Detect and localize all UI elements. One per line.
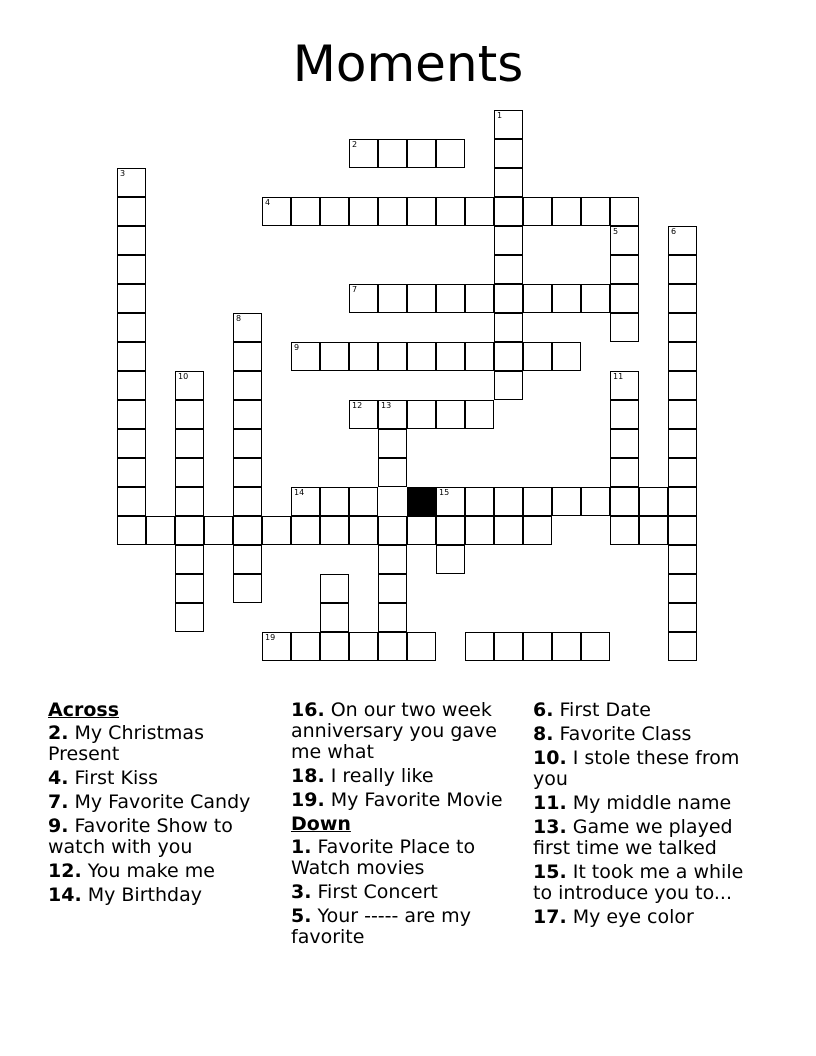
clue-down-17[interactable]: [533, 907, 765, 928]
grid-cell[interactable]: [320, 632, 349, 661]
clue-number: 11.: [533, 792, 567, 814]
clue-text: Your ----- are my favorite: [291, 905, 471, 948]
grid-cell[interactable]: [552, 284, 581, 313]
grid-cell[interactable]: [204, 516, 233, 545]
grid-cell[interactable]: [494, 342, 523, 371]
grid-cell[interactable]: [668, 255, 697, 284]
grid-cell[interactable]: [465, 516, 494, 545]
grid-cell[interactable]: [639, 516, 668, 545]
clue-text: My eye color: [572, 906, 694, 928]
grid-cell[interactable]: [378, 574, 407, 603]
clue-text: On our two week anniversary you gave me what: [291, 699, 497, 763]
grid-cell[interactable]: [581, 487, 610, 516]
grid-cell[interactable]: [668, 487, 697, 516]
cell-number: 3: [120, 169, 126, 178]
grid-cell[interactable]: [117, 400, 146, 429]
grid-cell[interactable]: [320, 574, 349, 603]
grid-cell[interactable]: [378, 516, 407, 545]
clue-number: 8.: [533, 723, 554, 745]
clue-across-9[interactable]: [48, 816, 280, 858]
grid-cell[interactable]: [407, 632, 436, 661]
grid-cell[interactable]: [262, 516, 291, 545]
black-square: [407, 487, 436, 516]
grid-cell[interactable]: [668, 371, 697, 400]
grid-cell[interactable]: [146, 516, 175, 545]
grid-cell[interactable]: [175, 371, 204, 400]
clue-text: My middle name: [572, 792, 732, 814]
grid-cell[interactable]: [494, 255, 523, 284]
grid-cell[interactable]: [117, 342, 146, 371]
grid-cell[interactable]: [436, 516, 465, 545]
grid-cell[interactable]: [523, 632, 552, 661]
grid-cell[interactable]: [175, 429, 204, 458]
across-heading: Across: [48, 699, 120, 721]
grid-cell[interactable]: [349, 284, 378, 313]
clue-text: My Christmas Present: [48, 722, 204, 765]
clue-down-11[interactable]: [533, 793, 765, 814]
grid-cell[interactable]: [349, 197, 378, 226]
grid-cell[interactable]: [465, 487, 494, 516]
clue-text: Game we played first time we talked: [533, 816, 733, 859]
clue-across-2[interactable]: [48, 723, 280, 765]
grid-cell[interactable]: [494, 139, 523, 168]
clue-down-3[interactable]: [291, 882, 523, 903]
grid-cell[interactable]: [668, 342, 697, 371]
grid-cell[interactable]: [668, 284, 697, 313]
grid-cell[interactable]: [117, 371, 146, 400]
grid-cell[interactable]: [175, 487, 204, 516]
grid-cell[interactable]: [233, 574, 262, 603]
grid-cell[interactable]: [378, 284, 407, 313]
clue-text: Favorite Place to Watch movies: [291, 836, 476, 879]
clue-across-4[interactable]: [48, 768, 280, 789]
clue-number: 18.: [291, 765, 325, 787]
cell-number: 4: [265, 198, 271, 207]
grid-cell[interactable]: [494, 197, 523, 226]
grid-cell[interactable]: [436, 342, 465, 371]
grid-cell[interactable]: [494, 313, 523, 342]
cell-number: 19: [265, 633, 276, 642]
grid-cell[interactable]: [117, 313, 146, 342]
grid-cell[interactable]: [117, 168, 146, 197]
clue-across-16[interactable]: [291, 700, 523, 763]
grid-cell[interactable]: [465, 400, 494, 429]
grid-cell[interactable]: [233, 429, 262, 458]
grid-cell[interactable]: [668, 603, 697, 632]
grid-cell[interactable]: [320, 487, 349, 516]
clue-text: You make me: [87, 860, 215, 882]
grid-cell[interactable]: [378, 603, 407, 632]
grid-cell[interactable]: [291, 516, 320, 545]
grid-cell[interactable]: [378, 139, 407, 168]
grid-cell[interactable]: [349, 632, 378, 661]
clue-text: My Favorite Candy: [74, 791, 251, 813]
clue-text: It took me a while to introduce you to...: [533, 861, 744, 904]
grid-cell[interactable]: [117, 429, 146, 458]
cell-number: 2: [352, 140, 358, 149]
grid-cell[interactable]: [407, 139, 436, 168]
grid-cell[interactable]: [668, 226, 697, 255]
clue-across-7[interactable]: [48, 792, 280, 813]
clue-text: My Birthday: [87, 884, 202, 906]
grid-cell[interactable]: [407, 284, 436, 313]
clue-number: 13.: [533, 816, 567, 838]
grid-cell[interactable]: [436, 197, 465, 226]
grid-cell[interactable]: [523, 342, 552, 371]
clue-text: My Favorite Movie: [330, 789, 503, 811]
clue-number: 17.: [533, 906, 567, 928]
grid-cell[interactable]: [175, 458, 204, 487]
grid-cell[interactable]: [494, 168, 523, 197]
grid-cell[interactable]: [668, 458, 697, 487]
clue-across-19[interactable]: [291, 790, 523, 811]
grid-cell[interactable]: [668, 632, 697, 661]
grid-cell[interactable]: [581, 632, 610, 661]
grid-cell[interactable]: [610, 516, 639, 545]
grid-cell[interactable]: [378, 429, 407, 458]
grid-cell[interactable]: [639, 487, 668, 516]
grid-cell[interactable]: [233, 342, 262, 371]
grid-cell[interactable]: [494, 371, 523, 400]
clue-down-15[interactable]: [533, 862, 765, 904]
grid-cell[interactable]: [407, 197, 436, 226]
clue-across-18[interactable]: [291, 766, 523, 787]
clue-text: First Kiss: [74, 767, 159, 789]
cell-number: 10: [178, 372, 189, 381]
grid-cell[interactable]: [233, 400, 262, 429]
grid-cell[interactable]: [668, 545, 697, 574]
grid-cell[interactable]: [378, 458, 407, 487]
grid-cell[interactable]: [552, 632, 581, 661]
grid-cell[interactable]: [465, 342, 494, 371]
grid-cell[interactable]: [610, 400, 639, 429]
grid-cell[interactable]: [552, 342, 581, 371]
grid-cell[interactable]: [233, 458, 262, 487]
grid-cell[interactable]: [436, 545, 465, 574]
clue-column-3: [533, 700, 765, 931]
clue-text: Favorite Class: [559, 723, 692, 745]
clue-text: I stole these from you: [533, 747, 740, 790]
clue-text: First Date: [559, 699, 651, 721]
grid-cell[interactable]: [262, 197, 291, 226]
grid-cell[interactable]: [117, 516, 146, 545]
grid-cell[interactable]: [552, 487, 581, 516]
grid-cell[interactable]: [378, 545, 407, 574]
clue-number: 16.: [291, 699, 325, 721]
grid-cell[interactable]: [117, 284, 146, 313]
clue-down-10[interactable]: [533, 748, 765, 790]
clue-number: 3.: [291, 881, 312, 903]
clue-down-6[interactable]: [533, 700, 765, 721]
cell-number: 1: [497, 111, 503, 120]
cell-number: 5: [613, 227, 619, 236]
clue-down-13[interactable]: [533, 817, 765, 859]
grid-cell[interactable]: [233, 313, 262, 342]
grid-cell[interactable]: [610, 284, 639, 313]
grid-cell[interactable]: [378, 632, 407, 661]
grid-cell[interactable]: [523, 284, 552, 313]
grid-cell[interactable]: [610, 226, 639, 255]
cell-number: 6: [671, 227, 677, 236]
grid-cell[interactable]: [610, 458, 639, 487]
grid-cell[interactable]: [436, 139, 465, 168]
grid-cell[interactable]: [668, 429, 697, 458]
grid-cell[interactable]: [175, 574, 204, 603]
grid-cell[interactable]: [581, 197, 610, 226]
grid-cell[interactable]: [320, 197, 349, 226]
grid-cell[interactable]: [436, 400, 465, 429]
clue-text: Favorite Show to watch with you: [48, 815, 233, 858]
grid-cell[interactable]: [175, 545, 204, 574]
grid-cell[interactable]: [436, 487, 465, 516]
clue-column-1: [48, 700, 280, 909]
grid-cell[interactable]: [610, 371, 639, 400]
grid-cell[interactable]: [291, 632, 320, 661]
cell-number: 8: [236, 314, 242, 323]
grid-cell[interactable]: [581, 284, 610, 313]
grid-cell[interactable]: [117, 487, 146, 516]
clue-number: 6.: [533, 699, 554, 721]
grid-cell[interactable]: [407, 400, 436, 429]
grid-cell[interactable]: [610, 255, 639, 284]
grid-cell[interactable]: [233, 487, 262, 516]
grid-cell[interactable]: [407, 342, 436, 371]
grid-cell[interactable]: [668, 516, 697, 545]
grid-cell[interactable]: [668, 574, 697, 603]
grid-cell[interactable]: [610, 429, 639, 458]
grid-cell[interactable]: [320, 516, 349, 545]
grid-cell[interactable]: [291, 487, 320, 516]
grid-cell[interactable]: [436, 284, 465, 313]
grid-cell[interactable]: [668, 313, 697, 342]
grid-cell[interactable]: [494, 516, 523, 545]
grid-cell[interactable]: [349, 487, 378, 516]
grid-cell[interactable]: [523, 487, 552, 516]
clue-down-5[interactable]: [291, 906, 523, 948]
clue-text: First Concert: [317, 881, 438, 903]
cell-number: 7: [352, 285, 358, 294]
grid-cell[interactable]: [378, 400, 407, 429]
clue-number: 10.: [533, 747, 567, 769]
grid-cell[interactable]: [349, 139, 378, 168]
grid-cell[interactable]: [349, 400, 378, 429]
cell-number: 14: [294, 488, 305, 497]
grid-cell[interactable]: [233, 545, 262, 574]
grid-cell[interactable]: [668, 400, 697, 429]
grid-cell[interactable]: [407, 516, 436, 545]
puzzle-title: Moments: [292, 35, 524, 93]
grid-cell[interactable]: [465, 197, 494, 226]
grid-cell[interactable]: [378, 197, 407, 226]
grid-cell[interactable]: [494, 110, 523, 139]
grid-cell[interactable]: [610, 313, 639, 342]
clue-across-14[interactable]: [48, 885, 280, 906]
grid-cell[interactable]: [117, 255, 146, 284]
clue-number: 5.: [291, 905, 312, 927]
grid-cell[interactable]: [175, 400, 204, 429]
grid-cell[interactable]: [552, 197, 581, 226]
grid-cell[interactable]: [523, 197, 552, 226]
grid-cell[interactable]: [262, 632, 291, 661]
grid-cell[interactable]: [233, 516, 262, 545]
cell-number: 11: [613, 372, 624, 381]
grid-cell[interactable]: [494, 226, 523, 255]
grid-cell[interactable]: [610, 197, 639, 226]
grid-cell[interactable]: [233, 371, 262, 400]
grid-cell[interactable]: [494, 487, 523, 516]
grid-cell[interactable]: [320, 342, 349, 371]
grid-cell[interactable]: [610, 487, 639, 516]
grid-cell[interactable]: [523, 516, 552, 545]
cell-number: 12: [352, 401, 363, 410]
clue-number: 19.: [291, 789, 325, 811]
grid-cell[interactable]: [117, 226, 146, 255]
grid-cell[interactable]: [320, 603, 349, 632]
clue-column-2: [291, 700, 523, 951]
clue-number: 9.: [48, 815, 69, 837]
clue-across-12[interactable]: [48, 861, 280, 882]
grid-cell[interactable]: [349, 516, 378, 545]
clue-number: 1.: [291, 836, 312, 858]
cell-number: 9: [294, 343, 300, 352]
grid-cell[interactable]: [117, 197, 146, 226]
clue-down-1[interactable]: [291, 837, 523, 879]
grid-cell[interactable]: [494, 632, 523, 661]
clue-number: 14.: [48, 884, 82, 906]
clue-down-8[interactable]: [533, 724, 765, 745]
down-heading: Down: [291, 813, 351, 835]
clue-number: 12.: [48, 860, 82, 882]
grid-cell[interactable]: [291, 197, 320, 226]
grid-cell[interactable]: [291, 342, 320, 371]
grid-cell[interactable]: [465, 284, 494, 313]
clue-number: 15.: [533, 861, 567, 883]
cell-number: 15: [439, 488, 450, 497]
grid-cell[interactable]: [175, 516, 204, 545]
clue-text: I really like: [330, 765, 434, 787]
clue-number: 4.: [48, 767, 69, 789]
grid-cell[interactable]: [494, 284, 523, 313]
grid-cell[interactable]: [378, 342, 407, 371]
grid-cell[interactable]: [465, 632, 494, 661]
clue-number: 2.: [48, 722, 69, 744]
cell-number: 13: [381, 401, 392, 410]
grid-cell[interactable]: [349, 342, 378, 371]
grid-cell[interactable]: [175, 603, 204, 632]
clue-number: 7.: [48, 791, 69, 813]
grid-cell[interactable]: [117, 458, 146, 487]
